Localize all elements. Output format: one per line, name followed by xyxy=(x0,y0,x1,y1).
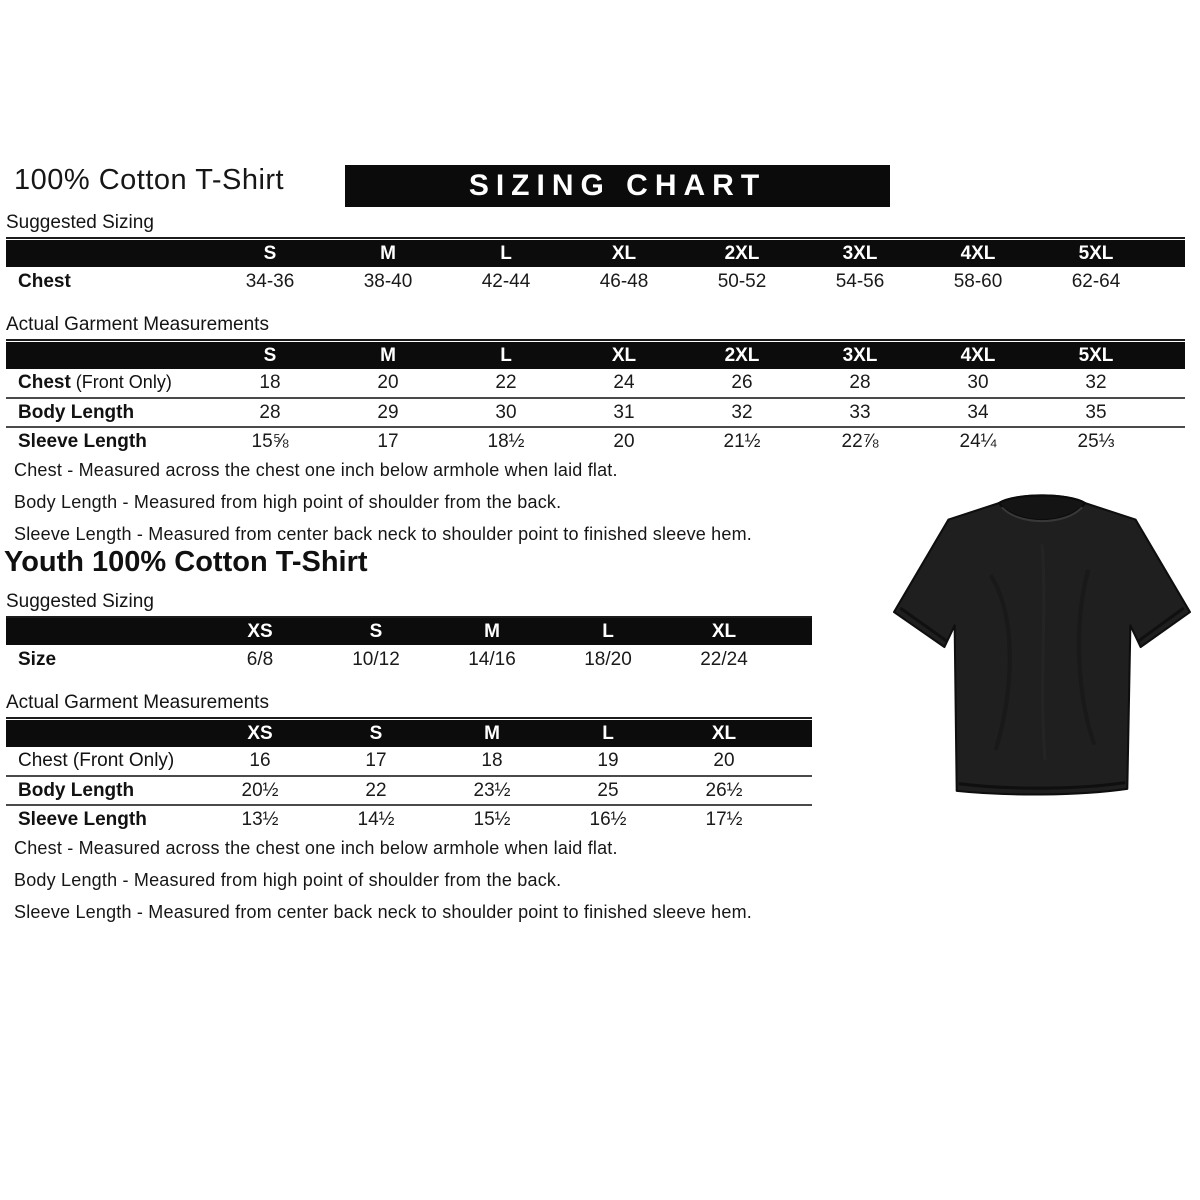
row-label-text: Chest xyxy=(18,372,71,393)
table-cell: 26½ xyxy=(666,776,782,805)
youth-suggested-header-row xyxy=(6,618,812,645)
table-cell xyxy=(1155,369,1185,398)
adult-measurements-header-row xyxy=(6,342,1185,369)
adult-suggested-section xyxy=(6,212,1185,239)
row-label-chest-front-only: Chest (Front Only) xyxy=(18,750,175,771)
table-cell: 26 xyxy=(731,372,753,393)
table-cell xyxy=(1155,267,1185,296)
adult-suggested-table xyxy=(6,240,1185,296)
adult-chest-row xyxy=(6,369,1185,398)
table-cell: 33 xyxy=(801,398,919,427)
table-cell: 29 xyxy=(329,398,447,427)
table-cell: 14½ xyxy=(318,805,434,834)
size-col-header: L xyxy=(500,242,512,264)
black-tshirt-image xyxy=(893,482,1191,812)
header-spacer xyxy=(1155,240,1185,267)
table-cell: 18½ xyxy=(447,427,565,456)
header-spacer xyxy=(6,618,202,645)
youth-measurements-section xyxy=(6,692,812,719)
table-cell: 58-60 xyxy=(953,270,1003,292)
table-cell: 17 xyxy=(365,750,387,771)
row-label-size: Size xyxy=(18,648,57,670)
table-cell: 32 xyxy=(683,398,801,427)
adult-chest-range-row xyxy=(6,267,1185,296)
size-col-header: 5XL xyxy=(1078,344,1114,366)
youth-measurements-label: Actual Garment Measurements xyxy=(6,692,269,713)
note-chest: Chest - Measured across the chest one inch below armhole when laid flat. xyxy=(14,460,618,480)
size-col-header: M xyxy=(380,242,396,264)
size-col-header: XL xyxy=(711,620,737,642)
header-spacer xyxy=(6,240,211,267)
adult-measurements-label: Actual Garment Measurements xyxy=(6,314,269,335)
youth-title: Youth 100% Cotton T-Shirt xyxy=(4,546,368,578)
youth-suggested-table xyxy=(6,618,812,674)
table-cell: 25⅓ xyxy=(1037,427,1155,456)
youth-body-length-row xyxy=(6,776,812,805)
note-body-length: Body Length - Measured from high point of shoulder from the back. xyxy=(14,492,562,512)
table-cell: 17 xyxy=(329,427,447,456)
table-cell: 18 xyxy=(259,372,281,393)
row-label-body-length: Body Length xyxy=(6,776,202,805)
table-cell: 23½ xyxy=(434,776,550,805)
youth-chest-row xyxy=(6,747,812,776)
table-cell xyxy=(782,645,812,674)
size-col-header: M xyxy=(380,344,396,366)
size-col-header: S xyxy=(263,344,277,366)
youth-notes xyxy=(14,838,752,934)
youth-sleeve-length-row xyxy=(6,805,812,834)
size-col-header: M xyxy=(484,620,500,642)
table-cell: 28 xyxy=(211,398,329,427)
table-cell: 22 xyxy=(318,776,434,805)
header-spacer xyxy=(1155,342,1185,369)
note-chest: Chest - Measured across the chest one inch below armhole when laid flat. xyxy=(14,838,618,858)
youth-measurements-header-row xyxy=(6,720,812,747)
adult-notes xyxy=(14,460,752,556)
size-col-header: XL xyxy=(611,242,637,264)
table-cell: 25 xyxy=(550,776,666,805)
table-cell: 16½ xyxy=(550,805,666,834)
table-cell xyxy=(782,805,812,834)
table-cell: 24¼ xyxy=(919,427,1037,456)
table-cell: 42-44 xyxy=(481,270,531,292)
table-cell: 30 xyxy=(447,398,565,427)
row-label-body-length: Body Length xyxy=(6,398,211,427)
table-cell: 16 xyxy=(249,750,271,771)
size-col-header: XS xyxy=(247,722,273,744)
table-cell: 38-40 xyxy=(363,270,413,292)
row-label-suffix: (Front Only) xyxy=(75,372,172,392)
table-cell: 62-64 xyxy=(1071,270,1121,292)
size-col-header: S xyxy=(263,242,277,264)
header-spacer xyxy=(6,720,202,747)
table-cell: 14/16 xyxy=(468,648,516,670)
row-label-sleeve-length: Sleeve Length xyxy=(6,427,211,456)
table-cell: 18 xyxy=(481,750,503,771)
table-cell: 21½ xyxy=(683,427,801,456)
table-cell: 30 xyxy=(967,372,989,393)
table-cell: 20 xyxy=(377,372,399,393)
size-col-header: M xyxy=(484,722,500,744)
table-cell: 10/12 xyxy=(352,648,400,670)
size-col-header: 5XL xyxy=(1078,242,1114,264)
adult-body-length-row xyxy=(6,398,1185,427)
table-cell: 24 xyxy=(613,372,635,393)
table-cell: 6/8 xyxy=(246,648,274,670)
row-label-chest-front-only xyxy=(6,369,211,398)
table-cell: 18/20 xyxy=(584,648,632,670)
table-cell: 19 xyxy=(597,750,619,771)
size-col-header: L xyxy=(602,620,614,642)
table-cell: 15⅝ xyxy=(211,427,329,456)
row-label-chest: Chest xyxy=(18,270,71,292)
table-cell xyxy=(1155,427,1185,456)
table-cell: 34-36 xyxy=(245,270,295,292)
size-col-header: 2XL xyxy=(724,242,760,264)
header-spacer xyxy=(6,342,211,369)
adult-suggested-label: Suggested Sizing xyxy=(6,212,154,233)
table-cell: 32 xyxy=(1085,372,1107,393)
table-cell xyxy=(782,776,812,805)
youth-suggested-section xyxy=(6,591,812,618)
sizing-chart-banner: SIZING CHART xyxy=(345,165,890,207)
table-cell: 22⅞ xyxy=(801,427,919,456)
table-cell: 28 xyxy=(849,372,871,393)
table-cell: 20 xyxy=(565,427,683,456)
table-cell: 20 xyxy=(713,750,735,771)
table-cell: 35 xyxy=(1037,398,1155,427)
table-cell xyxy=(782,747,812,776)
row-label-sleeve-length: Sleeve Length xyxy=(6,805,202,834)
table-cell: 20½ xyxy=(202,776,318,805)
table-cell: 22 xyxy=(495,372,517,393)
header-spacer xyxy=(782,720,812,747)
adult-sleeve-length-row xyxy=(6,427,1185,456)
size-col-header: XL xyxy=(711,722,737,744)
youth-measurements-table xyxy=(6,720,812,834)
adult-measurements-section xyxy=(6,314,1185,341)
table-cell: 22/24 xyxy=(700,648,748,670)
adult-suggested-header-row xyxy=(6,240,1185,267)
note-sleeve-length: Sleeve Length - Measured from center back neck to shoulder point to finished sleeve hem. xyxy=(14,524,753,544)
table-cell: 13½ xyxy=(202,805,318,834)
table-cell: 15½ xyxy=(434,805,550,834)
table-cell: 54-56 xyxy=(835,270,885,292)
youth-suggested-label: Suggested Sizing xyxy=(6,591,154,612)
table-cell xyxy=(1155,398,1185,427)
size-col-header: S xyxy=(369,620,383,642)
size-col-header: 4XL xyxy=(960,344,996,366)
table-cell: 46-48 xyxy=(599,270,649,292)
youth-size-row xyxy=(6,645,812,674)
size-col-header: L xyxy=(602,722,614,744)
size-col-header: XL xyxy=(611,344,637,366)
size-col-header: XS xyxy=(247,620,273,642)
table-cell: 31 xyxy=(565,398,683,427)
size-col-header: 4XL xyxy=(960,242,996,264)
adult-measurements-table xyxy=(6,342,1185,456)
size-col-header: 2XL xyxy=(724,344,760,366)
size-col-header: 3XL xyxy=(842,344,878,366)
size-col-header: 3XL xyxy=(842,242,878,264)
size-col-header: S xyxy=(369,722,383,744)
note-sleeve-length: Sleeve Length - Measured from center back neck to shoulder point to finished sleeve hem. xyxy=(14,902,753,922)
table-cell: 17½ xyxy=(666,805,782,834)
table-cell: 50-52 xyxy=(717,270,767,292)
note-body-length: Body Length - Measured from high point of shoulder from the back. xyxy=(14,870,562,890)
table-cell: 34 xyxy=(919,398,1037,427)
size-col-header: L xyxy=(500,344,512,366)
header-spacer xyxy=(782,618,812,645)
page-title: 100% Cotton T-Shirt xyxy=(14,164,285,196)
